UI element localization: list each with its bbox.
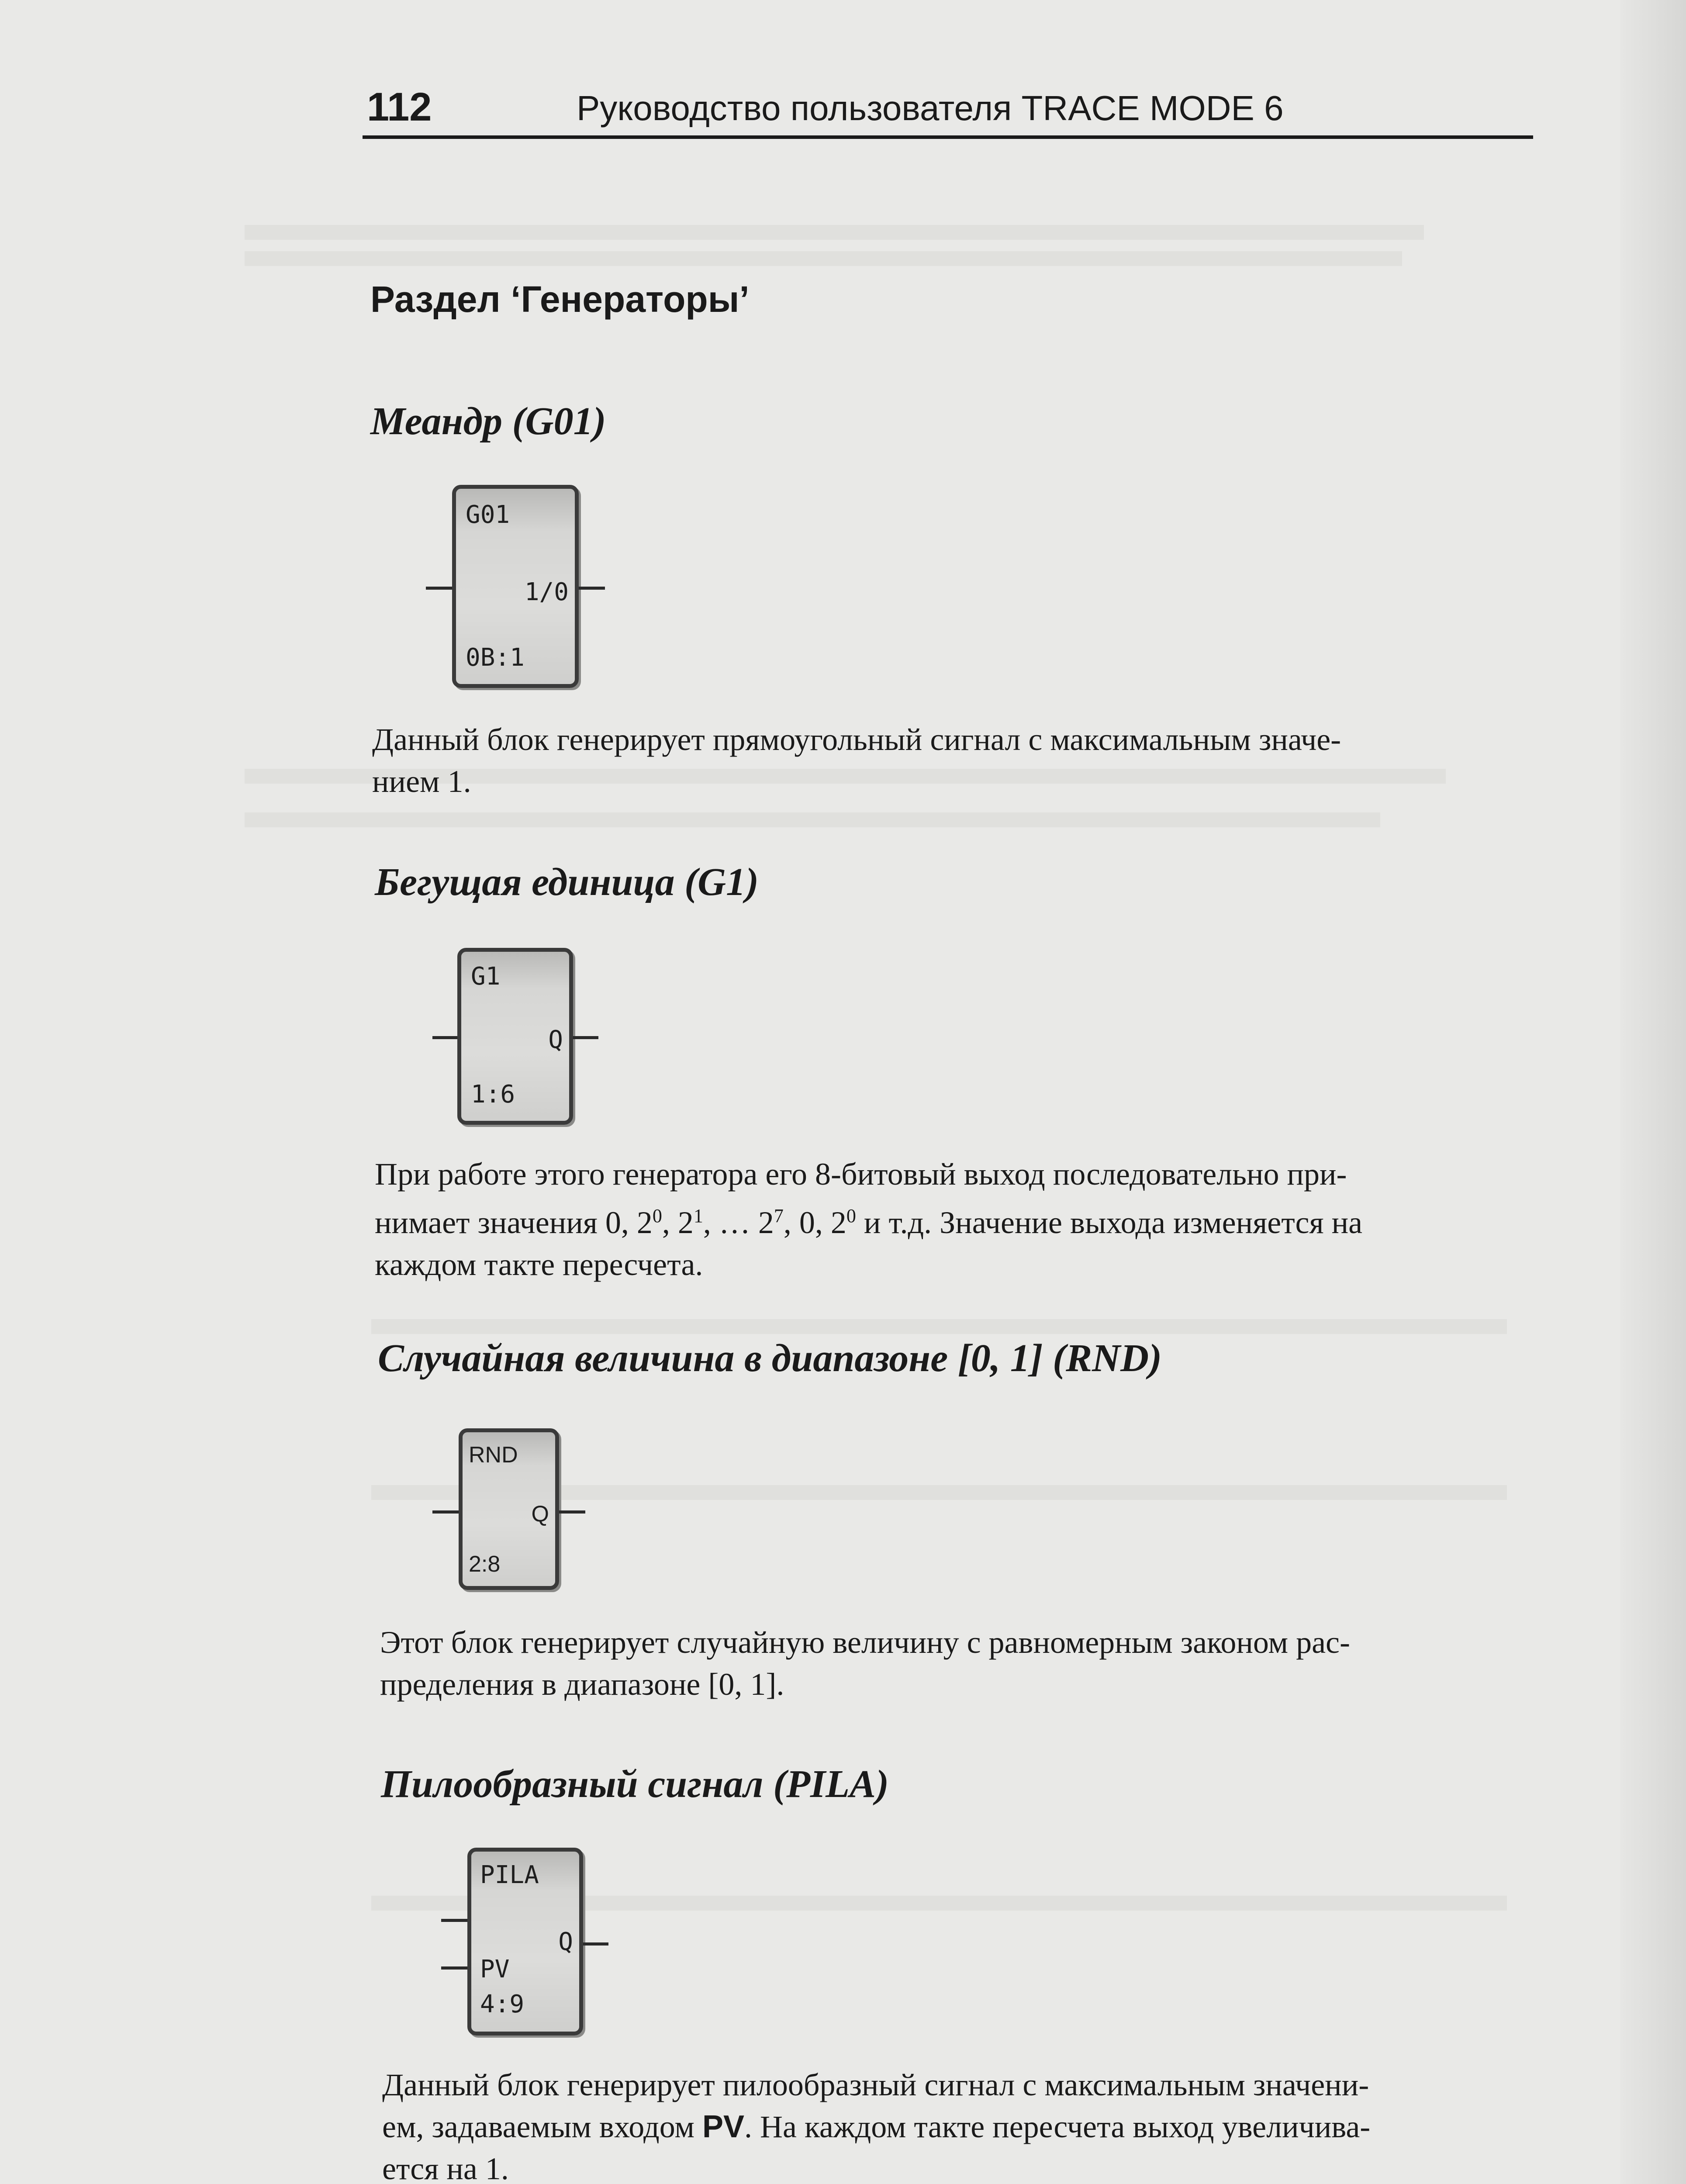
- block-output-label: Q: [531, 1501, 549, 1527]
- input-pin-pv: [441, 1966, 467, 1970]
- block-description-pila: [382, 2064, 1544, 2184]
- text-line: ется на 1.: [382, 2151, 509, 2184]
- show-through: [371, 1319, 1507, 1334]
- function-block-g1: [457, 948, 573, 1125]
- output-pin: [559, 1510, 585, 1514]
- block-description-g1: [375, 1153, 1537, 1286]
- block-footer: 1:6: [471, 1080, 515, 1109]
- block-input-label: PV: [480, 1955, 510, 1984]
- block-heading-pila: Пилообразный сигнал (PILA): [381, 1762, 889, 1806]
- page-number: 112: [367, 85, 432, 129]
- block-description-g01: [372, 719, 1534, 802]
- show-through: [245, 251, 1402, 266]
- block-heading-g01: Меандр (G01): [370, 400, 606, 443]
- block-description-rnd: [380, 1621, 1542, 1705]
- function-block-rnd: [459, 1428, 559, 1590]
- output-pin: [583, 1942, 608, 1946]
- text-line: [382, 2106, 1544, 2148]
- block-footer: 4:9: [480, 1990, 525, 2018]
- text-line: каждом такте пересчета.: [375, 1247, 703, 1282]
- text-span: . На каждом такте пересчета выход увеличива-: [744, 2109, 1371, 2144]
- function-block-pila: [467, 1848, 583, 2035]
- function-block-g01: [452, 485, 579, 688]
- page-edge-shadow: [1620, 0, 1686, 2184]
- block-name: G01: [466, 501, 510, 529]
- show-through: [245, 812, 1380, 827]
- output-pin: [579, 587, 605, 590]
- input-name-pv: PV: [702, 2109, 745, 2144]
- block-heading-g1: Бегущая единица (G1): [375, 860, 759, 904]
- block-name: G1: [471, 962, 501, 991]
- input-pin: [432, 1510, 459, 1514]
- superscript: 7: [774, 1205, 784, 1227]
- text-span: ем, задаваемым входом: [382, 2109, 702, 2144]
- text-line: нием 1.: [372, 764, 471, 799]
- text-line: Данный блок генерирует прямоугольный сигнал с максимальным значе-: [372, 722, 1341, 757]
- text-line: При работе этого генератора его 8-битовый выход последовательно при-: [375, 1157, 1347, 1192]
- block-output-label: Q: [558, 1928, 573, 1956]
- superscript: 1: [693, 1205, 703, 1227]
- block-footer: 2:8: [469, 1552, 501, 1577]
- block-footer: 0B:1: [466, 643, 525, 672]
- show-through: [245, 225, 1424, 240]
- text-span: нимает значения 0, 2: [375, 1205, 653, 1240]
- text-line: Данный блок генерирует пилообразный сигнал с максимальным значени-: [382, 2067, 1369, 2102]
- text-line-with-powers: нимает значения 0, $2^0$, $2^1$, … $2^7$, 0, $2^0$ и т.д. Значение выхода изменяется на: [375, 1205, 1363, 1240]
- superscript: 0: [846, 1205, 856, 1227]
- block-name: RND: [469, 1442, 518, 1468]
- input-pin: [432, 1036, 457, 1039]
- text-line: пределения в диапазоне [0, 1].: [380, 1667, 784, 1702]
- output-pin: [573, 1036, 598, 1039]
- running-title: Руководство пользователя TRACE MODE 6: [577, 89, 1284, 128]
- input-pin: [441, 1919, 467, 1922]
- superscript: 0: [652, 1205, 662, 1227]
- block-output-label: Q: [548, 1026, 563, 1054]
- block-output-label: 1/0: [524, 578, 569, 606]
- section-title: Раздел ‘Генераторы’: [370, 279, 750, 320]
- input-pin: [426, 587, 452, 590]
- text-line: Этот блок генерирует случайную величину с равномерным законом рас-: [380, 1625, 1350, 1660]
- block-name: PILA: [480, 1861, 539, 1889]
- block-heading-rnd: Случайная величина в диапазоне [0, 1] (RND): [378, 1337, 1162, 1380]
- page-header: [363, 83, 1533, 139]
